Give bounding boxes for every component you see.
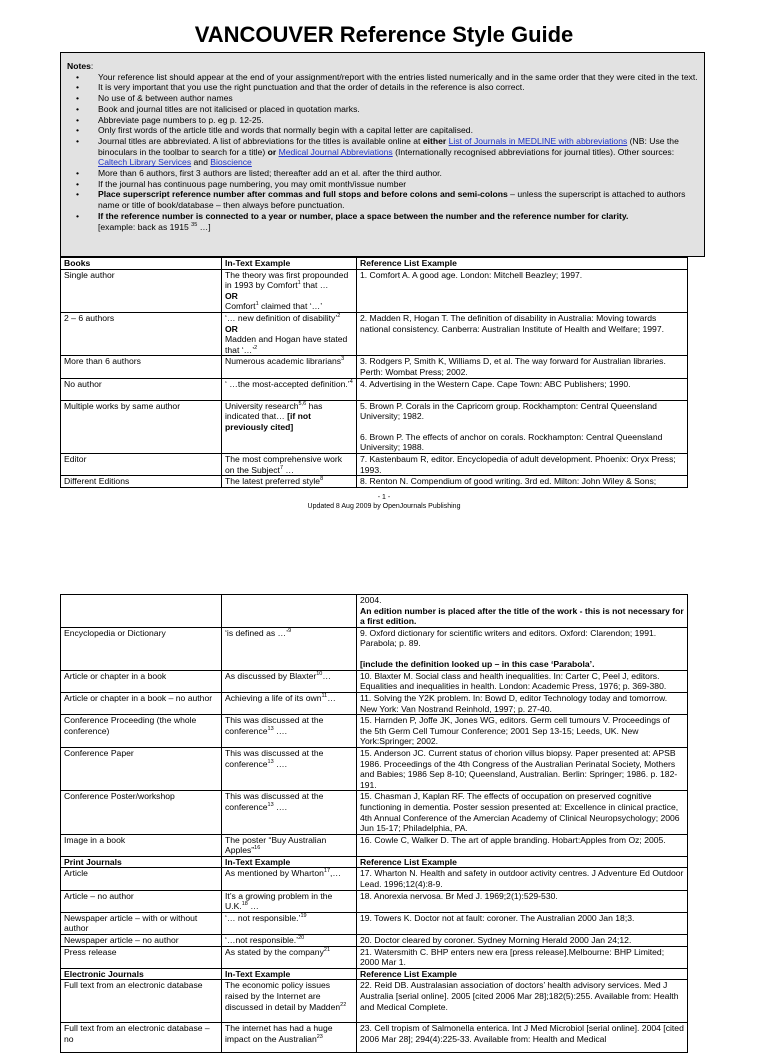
table-row: Different Editions The latest preferred style$^8$ 8. Renton N. Compendium of good writing. 3rd ed. Milton: John Wiley & Sons; (61, 476, 688, 488)
table-row: Full text from an electronic database The economic policy issues raised by the Internet are discussed in detail by Madden$^{22}$ 22. Reid DB. Australasian association of doctors’ health advisory services. Med J Australia [serial online]. 2005 [cited 2006 Mar 28];182(5):255. Available from: Health and Medical Complete. (61, 980, 688, 1023)
table-row: Single author The theory was first propounded in 1993 by Comfort$^1$ that … OR Comfort$^1$ claimed that ‘…’ 1. Comfort A. A good age. London: Mitchell Beazley; 1997. (61, 269, 688, 312)
notes-box (60, 52, 705, 257)
note-item-superscript: • Place superscript reference number after commas and full stops and before colons and semi-colons – unless the superscript is attached to authors name or title of book/database – then always before punctuation. (98, 189, 698, 210)
table-row: Multiple works by same author University research$^{5,6}$ has indicated that… [if not previously cited] 5. Brown P. Corals in the Capricorn group. Rockhampton: Central Queensland University; 1982. 6. Brown P. The effects of anchor on corals. Rockhampton: Central Queensland University; 1988. (61, 400, 688, 453)
page-number: - 1 - (377, 494, 391, 501)
table-section-header-electronic-journals: Electronic Journals In-Text Example Reference List Example (61, 968, 688, 980)
table-row: Article or chapter in a book As discussed by Blaxter$^{10}$… 10. Blaxter M. Social class and health inequalities. In: Carter C, Peel J, editors. Equalities and inequalities in health. London: Academic Press, 1976; p. 369-380. (61, 670, 688, 692)
table-row: Article or chapter in a book – no author Achieving a life of its own$^{11}$… 11. Solving the Y2K problem. In: Bowd D, editor Technology today and tomorrow. New York: Van Nostrand Reinhold, 1997; p. 27-40. (61, 692, 688, 714)
header-reference-list-example: Reference List Example (357, 258, 688, 270)
note-item-journals: • Journal titles are abbreviated. A list of abbreviations for the titles is available online at either List of Journals in MEDLINE with abbreviations (NB: Use the binoculars in the toolbar to search for a title) or Medical Journal Abbreviations (Internationally recognised abbreviations for journal titles). Other sources: Caltech Library Services and Bioscience (98, 136, 698, 168)
table-row: Newspaper article – no author ‘…not responsible.’$^{20}$ 20. Doctor cleared by coroner. Sydney Morning Herald 2000 Jan 24;12. (61, 935, 688, 947)
medical-journal-abbreviations-link[interactable]: Medical Journal Abbreviations (278, 146, 393, 157)
page-title: VANCOUVER Reference Style Guide (194, 22, 574, 47)
table-row: Conference Proceeding (the whole conference) This was discussed at the conference$^{13}$ …. 15. Harnden P, Joffe JK, Jones WG, editors. Germ cell tumours V. Proceedings of the 5th Germ Cell Tumour Conference; 2001 Sep 13-15; Leeds, UK. New York:Springer; 2002. (61, 715, 688, 748)
note-item: • Book and journal titles are not italicised or placed in quotation marks. (98, 104, 698, 115)
caltech-library-link[interactable]: Caltech Library Services (98, 157, 192, 168)
table-row: Image in a book The poster “Buy Australian Apples”$^{16}$ 16. Cowle C, Walker D. The art of apple branding. Hobart:Apples from Oz; 2005. (61, 834, 688, 856)
table-row: No author ‘ …the most-accepted definition.’$^4$ 4. Advertising in the Western Cape. Cape Town: ABC Publishers; 1990. (61, 378, 688, 400)
table-row: Newspaper article – with or without author ‘… not responsible.’$^{19}$ 19. Towers K. Doctor not at fault: coroner. The Australian 2000 Jan 18;3. (61, 912, 688, 934)
table-row: Article – no author It’s a growing problem in the U.K.$^{18}$ … 18. Anorexia nervosa. Br Med J. 1969;2(1):529-530. (61, 890, 688, 912)
page-footer (0, 493, 768, 511)
medline-list-link[interactable]: List of Journals in MEDLINE with abbreviations (448, 135, 628, 146)
table-row: Editor The most comprehensive work on the Subject$^7$ … 7. Kastenbaum R, editor. Encyclopedia of adult development. Phoenix: Oryx Press; 1993. (61, 453, 688, 475)
note-item: • No use of & between author names (98, 93, 698, 104)
table-row: Article As mentioned by Wharton$^{17}$,… 17. Wharton N. Health and safety in outdoor activity centres. J Adventure Ed Outdoor Lead. 1996;12(4):8-9. (61, 868, 688, 890)
table-row: Press release As stated by the company$^{21}$ 21. Watersmith C. BHP enters new era [press release].Melbourne: BHP Limited; 2000 Mar 1. (61, 946, 688, 968)
note-item: • Your reference list should appear at the end of your assignment/report with the entries listed numerically and in the same order that they were cited in the text. (98, 72, 698, 83)
table-row: 2004. An edition number is placed after the title of the work - this is not necessary for a first edition. (61, 595, 688, 628)
table-row: Encyclopedia or Dictionary ‘is defined as …’$^9$ 9. Oxford dictionary for scientific writers and editors. Oxford: Clarendon; 1991. Parabola; p. 89. [include the definition looked up – in this case ‘Parabola’. (61, 627, 688, 670)
books-reference-table (60, 257, 688, 488)
table-row: Conference Paper This was discussed at the conference$^{13}$ …. 15. Anderson JC. Current status of chorion villus biopsy. Paper presented at: APSB 1986. Proceedings of the 4th Congress of the Australian Perinatal Society, Mothers and Babies; 1986 Sep 8-10; Queensland, Australian. Berlin: Springer; 1986. p. 182-191. (61, 747, 688, 790)
header-in-text-example: In-Text Example (222, 258, 357, 270)
note-item: • Abbreviate page numbers to p. eg p. 12-25. (98, 115, 698, 126)
table-row: Full text from an electronic database – no The internet has had a huge impact on the Australian$^{23}$ 23. Cell tropism of Salmonella enterica. Int J Med Microbiol [serial online]. 2004 [cited 2006 Mar 28]; 294(4):225-33. Available from: Health and Medical (61, 1023, 688, 1053)
note-item-year: • If the reference number is connected to a year or number, place a space between the number and the reference number for clarity. [example: back as 1915 $^{35}$ …] (98, 211, 698, 232)
table-row: 2 – 6 authors ‘… new definition of disability’$^2$ OR Madden and Hogan have stated that ‘…’$^2$ 2. Madden R, Hogan T. The definition of disability in Australia: Moving towards national consistency. Canberra: Australian Institute of Health and Welfare; 1997. (61, 312, 688, 355)
note-item: • If the journal has continuous page numbering, you may omit month/issue number (98, 179, 698, 190)
note-item: • Only first words of the article title and words that normally begin with a capital letter are capitalised. (98, 125, 698, 136)
note-item: • It is very important that you use the right punctuation and that the order of details in the reference is also correct. (98, 82, 698, 93)
updated-note: Updated 8 Aug 2009 by OpenJournals Publishing (307, 503, 461, 510)
notes-heading: Notes: (67, 61, 94, 71)
note-item: • More than 6 authors, first 3 authors are listed; thereafter add an et al. after the third author. (98, 168, 698, 179)
table-row: More than 6 authors Numerous academic librarians$^3$ 3. Rodgers P, Smith K, Williams D, et al. The way forward for Australian libraries. Perth: Wombat Press; 2002. (61, 356, 688, 378)
table-section-header-print-journals: Print Journals In-Text Example Reference List Example (61, 856, 688, 868)
header-books: Books (61, 258, 222, 270)
table-header-row (61, 258, 688, 270)
notes-list (67, 72, 698, 233)
bioscience-link[interactable]: Bioscience (210, 157, 252, 168)
table-row: Conference Poster/workshop This was discussed at the conference$^{13}$ …. 15. Chasman J, Kaplan RF. The effects of occupation on preserved cognitive functioning in dementia. Poster session presented at: Excellence in clinical practice, 4th Annual Conference of the Amercian Academy of Clinical Neuropsychology; 2006 Jun 15-17; Philadelphia, PA. (61, 791, 688, 834)
continued-reference-table (60, 594, 688, 1053)
